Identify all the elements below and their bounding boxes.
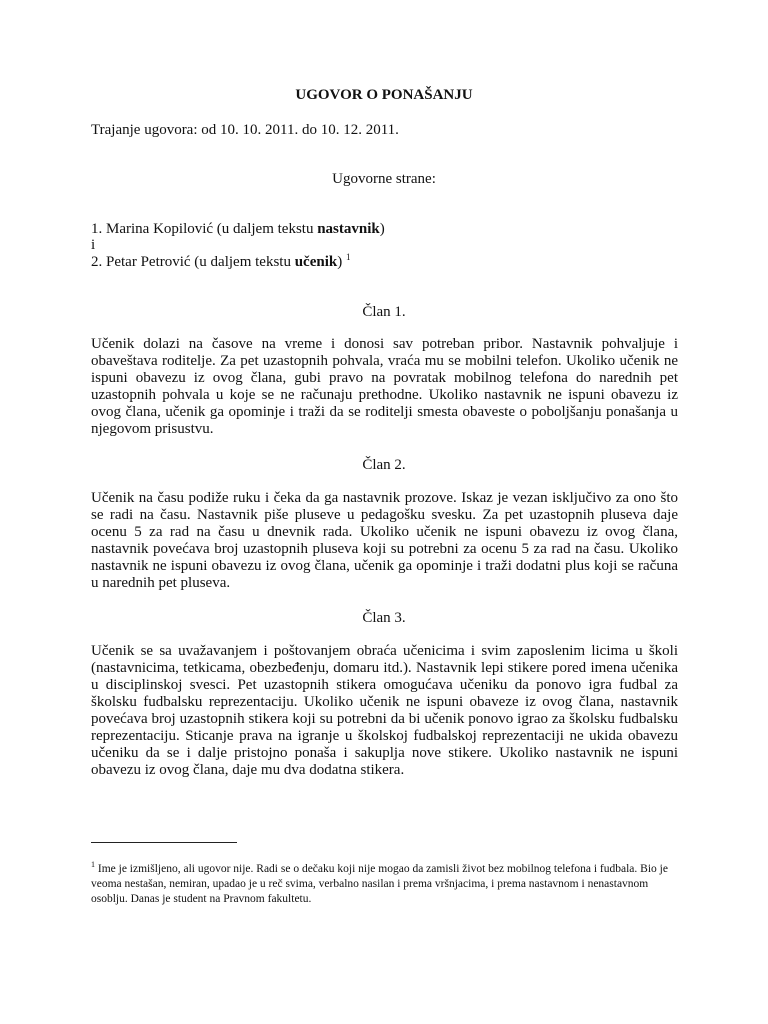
footnote-mark: 1 — [91, 860, 95, 870]
footnote-reference: 1 — [345, 252, 351, 262]
article-1-heading: Član 1. — [362, 304, 406, 320]
party-student-role: učenik — [294, 254, 338, 270]
footnote-separator — [91, 842, 237, 843]
party-teacher-role: nastavnik — [317, 221, 380, 237]
article-2-body: Učenik na času podiže ruku i čeka da ga nastavnik prozove. Iskaz je vezan isključivo za ono što se radi na času. Nastavnik piše pluseve u pedagošku svesku. Za pet uzastopnih pluseva daje ocenu 5 za rad na času u dnevnik rada. Ukoliko učenik ne ispuni obavezu iz ovog člana, nastavnik povećava broj uzastopnih pluseva koji su potrebni za ocenu 5 za rad na času. Ukoliko nastavnik ne ispuni obavezu iz ovog člana, učenik ga opominje i traži dodatni plus koji se računa u narednih pet pluseva. — [91, 490, 678, 591]
article-2-heading: Član 2. — [362, 457, 406, 473]
party-student-close: ) — [337, 254, 343, 270]
party-teacher — [91, 220, 385, 238]
article-3-body: Učenik se sa uvažavanjem i poštovanjem obraća učenicima i svim zaposlenim licima u školi (nastavnicima, tetkicama, obezbeđenju, domaru itd.). Nastavnik lepi stikere pored imena učenika u disciplinskoj svesci. Pet uzastopnih stikera omogućava učeniku da ponovo igra fudbal za školsku fudbalsku reprezentaciju. Ukoliko učenik ne ispuni obaveze iz ovog člana, nastavnik povećava broj uzastopnih stikera koji su potrebni da bi učenik ponovo igrao za školsku fudbalsku reprezentaciju. Sticanje prava na igranje u školskoj fudbalskoj reprezentaciji ne ukida obavezu učeniku da se i dalje pristojno ponaša i sakuplja nove stikere. Ukoliko nastavnik ne ispuni obavezu iz ovog člana, daje mu dva dodatna stikera. — [91, 643, 678, 778]
party-teacher-close: ) — [379, 221, 385, 237]
footnote — [91, 862, 678, 907]
document-title: UGOVOR O PONAŠANJU — [295, 87, 473, 103]
party-student-text: 2. Petar Petrović (u daljem tekstu — [91, 254, 295, 270]
parties-heading: Ugovorne strane: — [332, 171, 436, 187]
article-3-heading: Član 3. — [362, 610, 406, 626]
article-1-body: Učenik dolazi na časove na vreme i donosi sav potreban pribor. Nastavnik pohvaljuje i obaveštava roditelje. Za pet uzastopnih pohvala, vraća mu se mobilni telefon. Ukoliko učenik ne ispuni obavezu iz ovog člana, gubi pravo na povratak mobilnog telefona do narednih pet uzastopnih pohvala u koje se ne računaju prethodne. Ukoliko nastavnik ne ispuni obavezu iz ovog člana, učenik ga opominje i traži da se roditelji smesta obaveste o poboljšanju ponašanja u njegovom prisustvu. — [91, 336, 678, 437]
party-conjunction: i — [91, 237, 96, 253]
party-teacher-text: 1. Marina Kopilović (u daljem tekstu — [91, 221, 318, 237]
party-student — [91, 253, 350, 271]
contract-duration: Trajanje ugovora: od 10. 10. 2011. do 10. 12. 2011. — [91, 122, 399, 138]
footnote-text: Ime je izmišljeno, ali ugovor nije. Radi se o dečaku koji nije mogao da zamisli život bez mobilnog telefona i fudbala. Bio je veoma nestašan, nemiran, upadao je u reč svima, verbalno nasilan i prema vršnjacima, i prema nastavnom i nenastavnom osoblju. Danas je student na Pravnom fakultetu. — [91, 863, 668, 905]
